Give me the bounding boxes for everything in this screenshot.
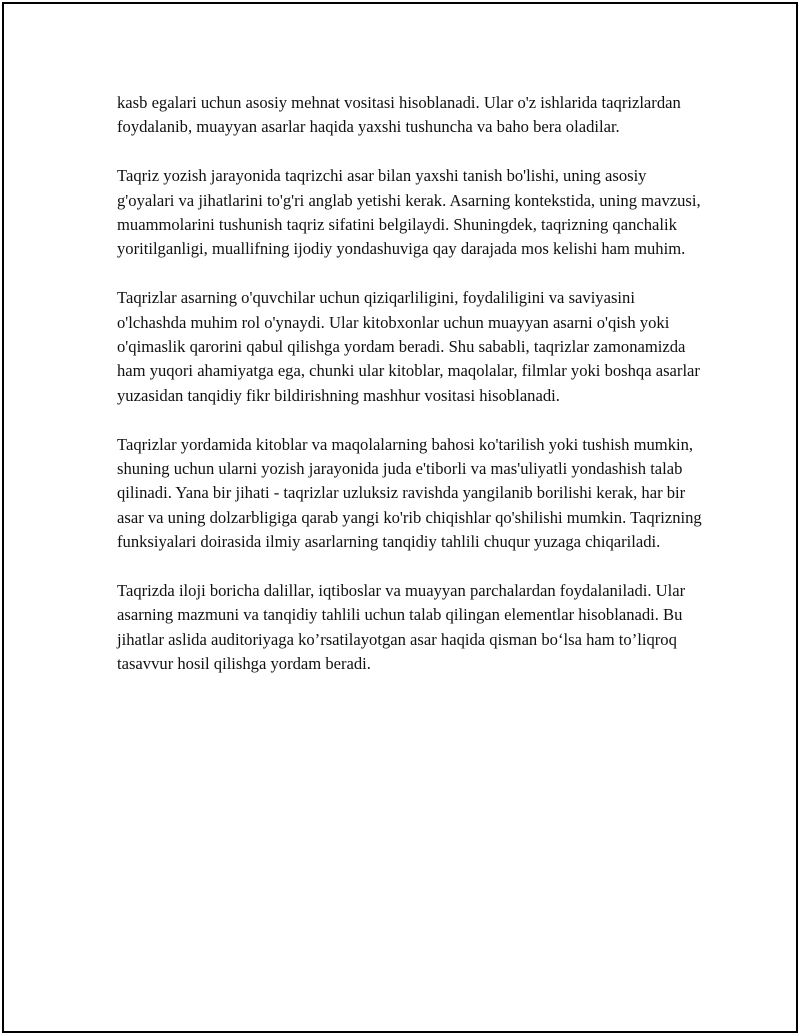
document-body bbox=[117, 91, 702, 701]
paragraph-3: Taqrizlar asarning o'quvchilar uchun qiziqarliligini, foydaliligini va saviyasini o'lchashda muhim rol o'ynaydi. Ular kitobxonlar uchun muayyan asarni o'qish yoki o'qimaslik qarorini qabul qilishga yordam beradi. Shu sababli, taqrizlar zamonamizda ham yuqori ahamiyatga ega, chunki ular kitoblar, maqolalar, filmlar yoki boshqa asarlar yuzasidan tanqidiy fikr bildirishning mashhur vositasi hisoblanadi. bbox=[117, 288, 700, 405]
paragraph-2: Taqriz yozish jarayonida taqrizchi asar bilan yaxshi tanish bo'lishi, uning asosiy g'oyalari va jihatlarini to'g'ri anglab yetishi kerak. Asarning kontekstida, uning mavzusi, muammolarini tushunish taqriz sifatini belgilaydi. Shuningdek, taqrizning qanchalik yoritilganligi, muallifning ijodiy yondashuviga qay darajada mos kelishi ham muhim. bbox=[117, 166, 701, 259]
paragraph-1: kasb egalari uchun asosiy mehnat vositasi hisoblanadi. Ular o'z ishlarida taqrizlardan foydalanib, muayyan asarlar haqida yaxshi tushuncha va baho bera oladilar. bbox=[117, 93, 681, 137]
paragraph-5: Taqrizda iloji boricha dalillar, iqtiboslar va muayyan parchalardan foydalaniladi. Ular asarning mazmuni va tanqidiy tahlili uchun talab qilingan elementlar hisoblanadi. Bu jihatlar aslida auditoriyaga ko’rsatilayotgan asar haqida qisman bo‘lsa ham to’liqroq tasavvur hosil qilishga yordam beradi. bbox=[117, 581, 686, 674]
paragraph-4: Taqrizlar yordamida kitoblar va maqolalarning bahosi ko'tarilish yoki tushish mumkin, shuning uchun ularni yozish jarayonida juda e'tiborli va mas'uliyatli yondashish talab qilinadi. Yana bir jihati - taqrizlar uzluksiz ravishda yangilanib borilishi kerak, har bir asar va uning dolzarbligiga qarab yangi ko'rib chiqishlar qo'shilishi mumkin. Taqrizning funksiyalari doirasida ilmiy asarlarning tanqidiy tahlili chuqur yuzaga chiqariladi. bbox=[117, 434, 702, 552]
